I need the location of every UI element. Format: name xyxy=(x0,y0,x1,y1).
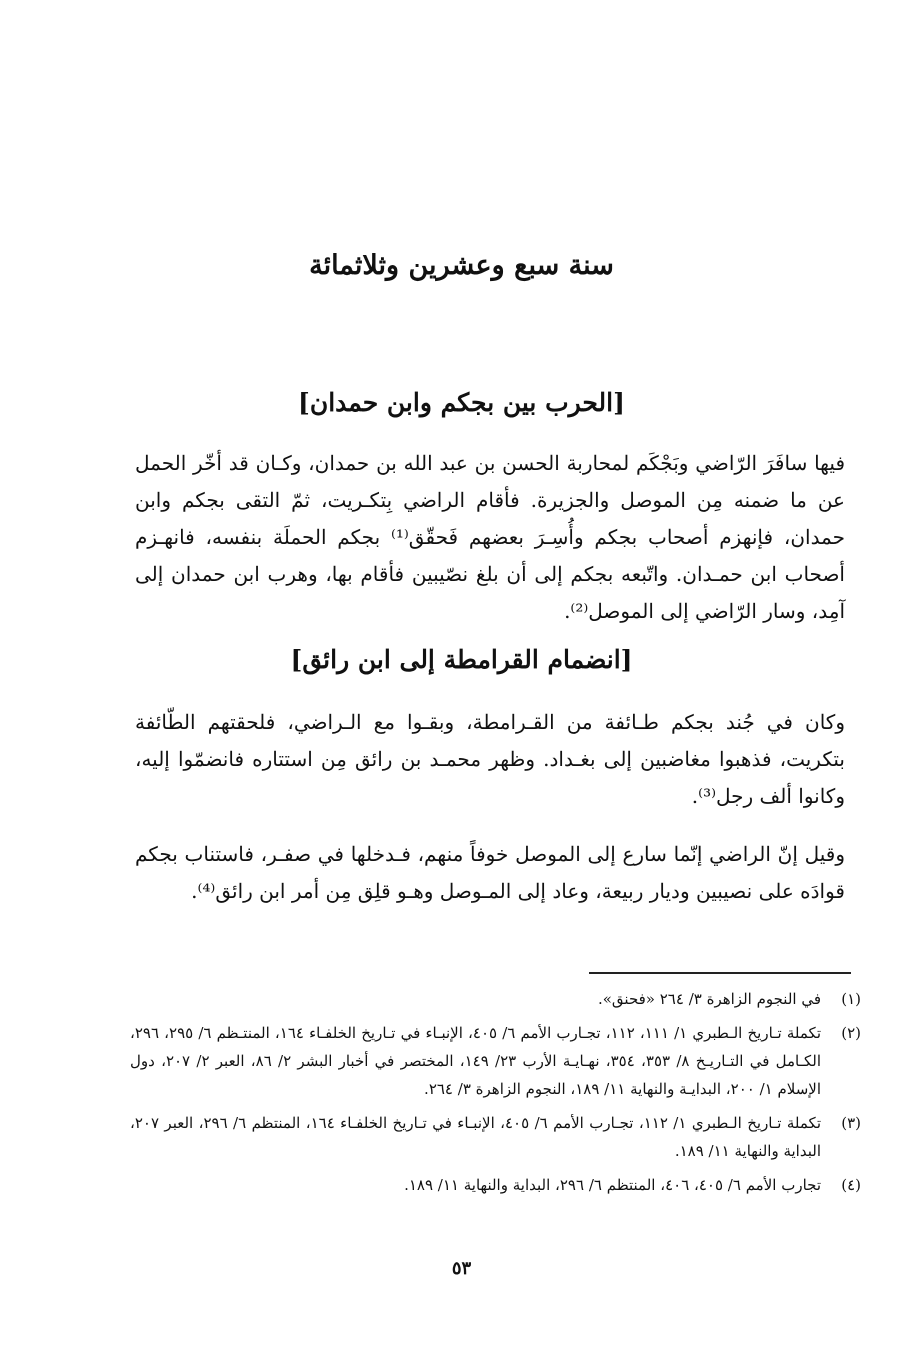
footnote xyxy=(130,1109,861,1165)
footnote-number: (٢) xyxy=(841,1024,861,1042)
footnote xyxy=(130,1171,861,1199)
footnote-number: (٤) xyxy=(841,1176,861,1194)
section-heading-war: [الحرب بين بجكم وابن حمدان] xyxy=(298,388,625,417)
footnote-divider xyxy=(589,972,851,974)
body-paragraph: وكان في جُند بجكم طـائفة من القـرامطة، وبقـوا مع الـراضي، فلحقتهم الطّائفة بتكريت، فذهبوا مغاضبين إلى بغـداد. وظهر محمـد بن رائق مِن استتاره فانضمّوا إليه، وكانوا ألف رجل⁽³⁾. xyxy=(135,710,845,808)
footnotes-block xyxy=(130,985,861,1205)
page-number: ٥٣ xyxy=(451,1258,472,1279)
footnote xyxy=(130,985,861,1013)
section-heading-qarmatians: [انضمام القرامطة إلى ابن رائق] xyxy=(290,645,633,674)
chapter-title: سنة سبع وعشرين وثلاثمائة xyxy=(309,250,614,281)
footnote-number: (١) xyxy=(841,990,861,1008)
body-paragraph: وقيل إنّ الراضي إنّما سارع إلى الموصل خوفاً منهم، فـدخلها في صفـر، فاستناب بجكم قوادَه على نصيبين وديار ربيعة، وعاد إلى المـوصل وهـو قلِق مِن أمر ابن رائق⁽⁴⁾. xyxy=(135,842,845,903)
footnote-text: تكملة تـاريخ الـطبري ١/ ١١٢، تجـارب الأمم ٦/ ٤٠٥، الإنبـاء في تـاريخ الخلفـاء ١٦٤، المنتظم ٦/ ٢٩٦، العبر ٢٠٧، البداية والنهاية ١١/ ١٨٩. xyxy=(130,1114,821,1160)
footnote-number: (٣) xyxy=(841,1114,861,1132)
footnote-text: تجارب الأمم ٦/ ٤٠٥، ٤٠٦، المنتظم ٦/ ٢٩٦، البداية والنهاية ١١/ ١٨٩. xyxy=(404,1176,821,1194)
footnote xyxy=(130,1019,861,1103)
footnote-text: في النجوم الزاهرة ٣/ ٢٦٤ «فحنق». xyxy=(597,990,821,1008)
body-paragraph: فيها سافَرَ الرّاضي وبَجْكَم لمحاربة الحسن بن عبد الله بن حمدان، وكـان قد أخّر الحمل عن ما ضمنه مِن الموصل والجزيرة. فأقام الراضي بِتكـريت، ثمّ التقى بجكم وابن حمدان، فإنهزم أصحاب بجكم وأُسِـرَ بعضهم فَحقّق⁽¹⁾ بجكم الحملَة بنفسه، فانهـزم أصحاب ابن حمـدان. واتّبعه بجكم إلى أن بلغ نصّيبين فأقام بها، وهرب ابن حمدان إلى آمِد، وسار الرّاضي إلى الموصل⁽²⁾. xyxy=(135,451,845,623)
footnote-text: تكملة تـاريخ الـطبري ١/ ١١١، ١١٢، تجـارب الأمم ٦/ ٤٠٥، الإنبـاء في تـاريخ الخلفـاء ١٦٤، المنتـظم ٦/ ٢٩٥، ٢٩٦، الكـامل في التـاريـخ ٨/ ٣٥٣، ٣٥٤، نهـايـة الأرب ٢٣/ ١٤٩، المختصر في أخبار البشر ٢/ ٨٦، العبر ٢/ ٢٠٧، دول الإسلام ١/ ٢٠٠، البدايـة والنهاية ١١/ ١٨٩، النجوم الزاهرة ٣/ ٢٦٤. xyxy=(130,1024,822,1098)
